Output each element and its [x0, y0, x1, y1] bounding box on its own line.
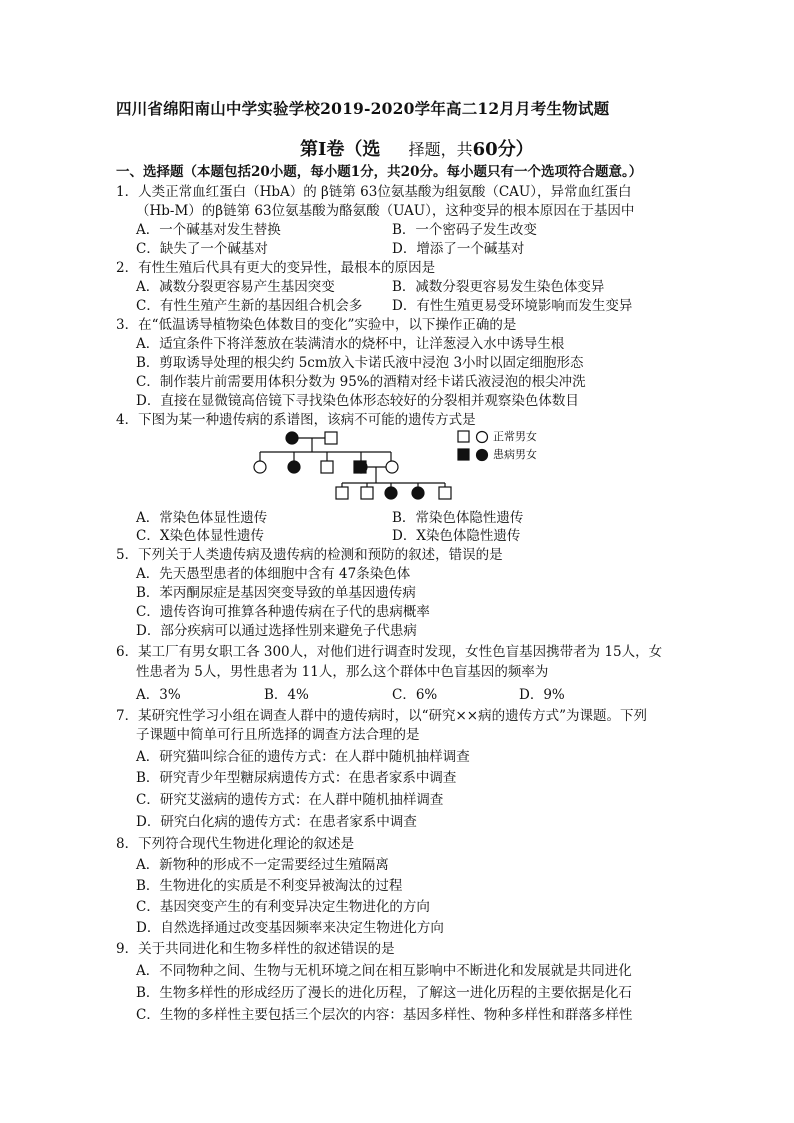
q2-option-b: B．减数分裂更容易发生染色体变异	[392, 279, 605, 295]
q6-option-d: D．9%	[519, 687, 565, 703]
q6-option-c: C．6%	[392, 687, 438, 703]
question-4-line-1: 4．下图为某一种遗传病的系谱图，该病不可能的遗传方式是	[116, 412, 476, 428]
pedigree-III-2-normal-male	[361, 487, 373, 499]
legend-affected-label: 患病男女	[493, 448, 537, 461]
q9-option-b: B．生物多样性的形成经历了漫长的进化历程，了解这一进化历程的主要依据是化石	[136, 985, 632, 1001]
pedigree-II-6-normal-female	[386, 461, 398, 473]
q8-option-d: D．自然选择通过改变基因频率来决定生物进化方向	[136, 920, 444, 936]
pedigree-II-2-affected-female	[288, 461, 300, 473]
q8-option-c: C．基因突变产生的有利变异决定生物进化的方向	[136, 899, 430, 915]
q7-option-c: C．研究艾滋病的遗传方式：在人群中随机抽样调查	[136, 792, 444, 808]
question-9-line-1: 9．关于共同进化和生物多样性的叙述错误的是	[116, 941, 395, 957]
q9-option-c: C．生物的多样性主要包括三个层次的内容：基因多样性、物种多样性和群落多样性	[136, 1007, 633, 1023]
question-5-line-1: 5．下列关于人类遗传病及遗传病的检测和预防的叙述，错误的是	[116, 547, 503, 563]
q8-option-b: B．生物进化的实质是不利变异被淘汰的过程	[136, 878, 403, 894]
volume-label-c: 分）	[497, 139, 534, 160]
q4-option-c: C．X染色体显性遗传	[136, 528, 264, 544]
q3-option-b: B．剪取诱导处理的根尖约 5cm放入卡诺氏液中浸泡 3小时以固定细胞形态	[136, 355, 584, 371]
q3-option-c: C．制作装片前需要用体积分数为 95%的酒精对经卡诺氏液浸泡的根尖冲洗	[136, 374, 586, 390]
legend-normal-label: 正常男女	[493, 430, 537, 443]
q1-option-d: D．增添了一个碱基对	[392, 241, 525, 257]
q9-option-a: A．不同物种之间、生物与无机环境之间在相互影响中不断进化和发展就是共同进化	[136, 963, 632, 979]
q4-option-d: D．X染色体隐性遗传	[392, 528, 521, 544]
pedigree-III-3-affected-female	[385, 487, 397, 499]
legend-affected-female-circle	[477, 450, 488, 461]
q6-option-b: B．4%	[264, 687, 309, 703]
legend-normal-female-circle	[477, 432, 488, 443]
legend-affected-male-square	[458, 449, 469, 460]
q4-option-b: B．常染色体隐性遗传	[392, 510, 524, 526]
question-1-line-2: （Hb-M）的β链第 63位氨基酸为酪氨酸（UAU），这种变异的根本原因在于基因中	[136, 203, 635, 219]
q1-option-c: C．缺失了一个碱基对	[136, 241, 268, 257]
q2-option-a: A．减数分裂更容易产生基因突变	[136, 279, 335, 295]
question-3-line-1: 3．在“低温诱导植物染色体数目的变化”实验中，以下操作正确的是	[116, 317, 517, 333]
q1-option-b: B．一个密码子发生改变	[392, 222, 537, 238]
q2-option-d: D．有性生殖更易受环境影响而发生变异	[392, 298, 633, 314]
legend-normal-male-square	[458, 431, 469, 442]
q4-option-a: A．常染色体显性遗传	[136, 510, 268, 526]
exam-title: 四川省绵阳南山中学实验学校2019-2020学年高二12月月考生物试题	[116, 99, 610, 118]
question-8-line-1: 8．下列符合现代生物进化理论的叙述是	[116, 836, 355, 852]
question-1-line-1: 1．人类正常血红蛋白（HbA）的 β链第 63位氨基酸为组氨酸（CAU），异常血红蛋白	[116, 184, 632, 200]
pedigree-III-1-normal-male	[336, 487, 348, 499]
pedigree-I-1-affected-female	[286, 432, 298, 444]
q8-option-a: A．新物种的形成不一定需要经过生殖隔离	[136, 857, 389, 873]
pedigree-II-5-affected-male	[354, 461, 366, 473]
volume-score: 60	[472, 139, 498, 160]
q1-option-a: A．一个碱基对发生替换	[136, 222, 281, 238]
q6-option-a: A．3%	[136, 687, 181, 703]
question-6-line-2: 性患者为 5人，男性患者为 11人，那么这个群体中色盲基因的频率为	[136, 664, 549, 680]
q2-option-c: C．有性生殖产生新的基因组合机会多	[136, 298, 363, 314]
pedigree-II-1-normal-female	[254, 461, 266, 473]
q7-option-b: B．研究青少年型糖尿病遗传方式：在患者家系中调查	[136, 770, 457, 786]
volume-label-b: 择题，共	[408, 140, 473, 159]
pedigree-III-5-normal-male	[439, 487, 451, 499]
question-7-line-2: 子课题中简单可行且所选择的调查方法合理的是	[136, 727, 420, 743]
q7-option-a: A．研究猫叫综合征的遗传方式：在人群中随机抽样调查	[136, 749, 470, 765]
pedigree-I-2-normal-male	[325, 432, 337, 444]
section-heading: 一、选择题（本题包括20小题，每小题1分，共20分。每小题只有一个选项符合题意。）	[116, 164, 643, 180]
question-6-line-1: 6．某工厂有男女职工各 300人，对他们进行调查时发现，女性色盲基因携带者为 15人，女	[116, 644, 663, 660]
q7-option-d: D．研究白化病的遗传方式：在患者家系中调查	[136, 814, 417, 830]
question-7-line-1: 7．某研究性学习小组在调查人群中的遗传病时，以“研究××病的遗传方式”为课题。下列	[116, 708, 648, 724]
pedigree-II-3-normal-male	[321, 461, 333, 473]
q5-option-a: A．先天愚型患者的体细胞中含有 47条染色体	[136, 566, 411, 582]
question-2-line-1: 2．有性生殖后代具有更大的变异性，最根本的原因是	[116, 260, 436, 276]
q5-option-d: D．部分疾病可以通过选择性别来避免子代患病	[136, 623, 417, 639]
pedigree-III-4-affected-female	[412, 487, 424, 499]
q3-option-a: A．适宜条件下将洋葱放在装满清水的烧杯中，让洋葱浸入水中诱导生根	[136, 336, 565, 352]
q5-option-c: C．遗传咨询可推算各种遗传病在子代的患病概率	[136, 604, 430, 620]
q3-option-d: D．直接在显微镜高倍镜下寻找染色体形态较好的分裂相并观察染色体数目	[136, 393, 579, 409]
q5-option-b: B．苯丙酮尿症是基因突变导致的单基因遗传病	[136, 585, 416, 601]
volume-label-a: 第Ⅰ卷（选	[300, 139, 381, 160]
